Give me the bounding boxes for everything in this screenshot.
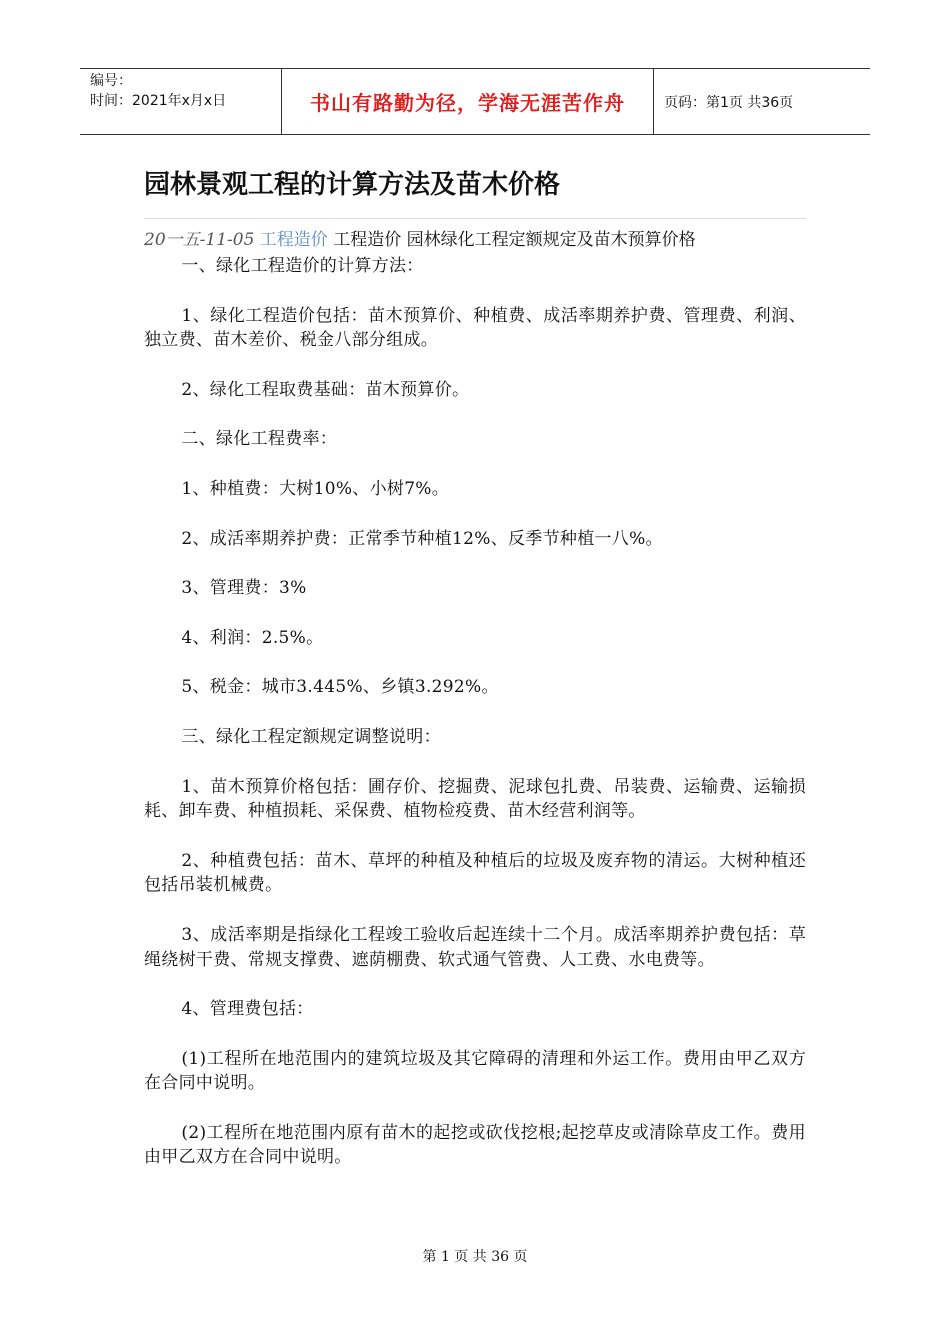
paragraph: 4、利润：2.5%。 [181, 627, 324, 648]
article-body [144, 254, 806, 1170]
header-motto-cell [282, 69, 654, 134]
title-divider [144, 218, 806, 219]
page-footer: 第 1 页 共 36 页 [422, 1249, 528, 1265]
paragraph: 三、绿化工程定额规定调整说明： [181, 726, 441, 747]
paragraph: 1、绿化工程造价包括：苗木预算价、种植费、成活率期养护费、管理费、利润、独立费、苗木差价、税金八部分组成。 [144, 305, 806, 351]
article-subtitle: 园林绿化工程定额规定及苗木预算价格 [406, 230, 696, 250]
paragraph: (2)工程所在地范围内原有苗木的起挖或砍伐挖根;起挖草皮或清除草皮工作。费用由甲乙双方在合同中说明。 [144, 1122, 806, 1168]
article-date: 20一五-11-05 [144, 230, 255, 250]
header-info-cell [80, 69, 282, 134]
document-number-label: 编号： [90, 73, 132, 89]
header-motto: 书山有路勤为径，学海无涯苦作舟 [310, 91, 625, 115]
paragraph: 3、成活率期是指绿化工程竣工验收后起连续十二个月。成活率期养护费包括：草绳绕树干费、常规支撑费、遮荫棚费、软式通气管费、人工费、水电费等。 [144, 924, 806, 970]
page-title: 园林景观工程的计算方法及苗木价格 [144, 170, 561, 200]
document-header [80, 68, 870, 135]
paragraph: 3、管理费：3% [181, 578, 307, 599]
document-time-label: 时间：2021年x月x日 [90, 93, 227, 109]
article-meta [144, 228, 696, 252]
paragraph: 一、绿化工程造价的计算方法： [181, 256, 424, 276]
paragraph: (1)工程所在地范围内的建筑垃圾及其它障碍的清理和外运工作。费用由甲乙双方在合同中说明。 [144, 1048, 806, 1094]
article-category: 工程造价 [333, 230, 402, 250]
paragraph: 1、种植费：大树10%、小树7%。 [181, 478, 450, 499]
category-link[interactable]: 工程造价 [259, 230, 328, 250]
paragraph: 2、成活率期养护费：正常季节种植12%、反季节种植一八%。 [181, 528, 663, 549]
header-page-code: 页码：第1页 共36页 [664, 94, 794, 111]
paragraph: 二、绿化工程费率： [181, 429, 338, 450]
header-page-cell [654, 69, 870, 134]
paragraph: 2、绿化工程取费基础：苗木预算价。 [181, 379, 470, 400]
paragraph: 4、管理费包括： [181, 999, 314, 1020]
paragraph: 1、苗木预算价格包括：圃存价、挖掘费、泥球包扎费、吊装费、运输费、运输损耗、卸车费、种植损耗、采保费、植物检疫费、苗木经营利润等。 [144, 776, 806, 822]
paragraph: 2、种植费包括：苗木、草坪的种植及种植后的垃圾及废弃物的清运。大树种植还包括吊装机械费。 [144, 850, 806, 896]
paragraph: 5、税金：城市3.445%、乡镇3.292%。 [181, 677, 499, 698]
